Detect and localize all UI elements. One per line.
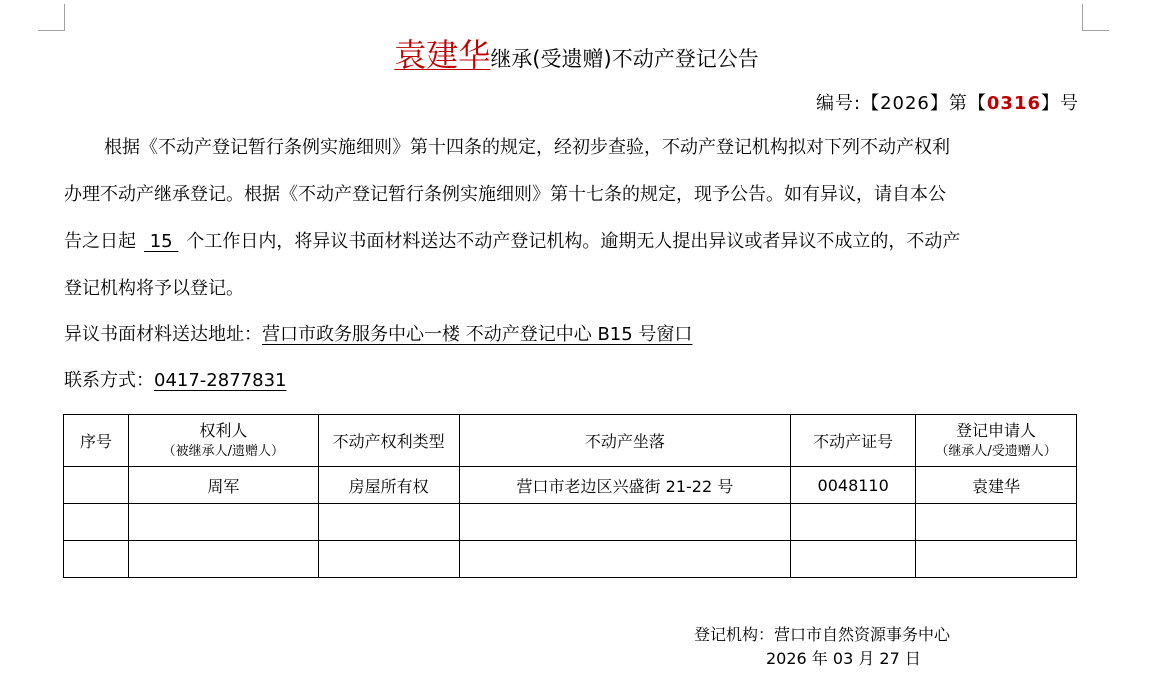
cell-location: [459, 504, 791, 541]
objection-days: [136, 231, 186, 252]
page-corner-mark-left: [38, 4, 65, 31]
header-applicant-label: 登记申请人: [956, 420, 1037, 440]
notice-number: [816, 89, 1079, 115]
contact-value: 0417-2877831: [154, 370, 287, 391]
number-suffix: 】号: [1041, 93, 1079, 114]
header-holder-sub: （被继承人/遗赠人）: [162, 443, 285, 459]
cell-right-type: 房屋所有权: [318, 467, 459, 504]
cell-right-type: [318, 541, 459, 578]
number-code: 0316: [986, 93, 1041, 114]
address-label: 异议书面材料送达地址：: [64, 324, 262, 345]
contact-label: 联系方式：: [64, 370, 154, 391]
footer-agency: 登记机构：营口市自然资源事务中心: [694, 625, 951, 644]
header-applicant: [916, 415, 1077, 467]
contact-line: [64, 366, 1080, 392]
cell-cert-no: [791, 541, 916, 578]
title-applicant-name: 袁建华: [394, 36, 491, 74]
cell-seq: [64, 467, 129, 504]
body-line-3: [64, 227, 1080, 253]
cell-cert-no: 0048110: [791, 467, 916, 504]
body-line-2: 办理不动产继承登记。根据《不动产登记暂行条例实施细则》第十七条的规定，现予公告。如有异议，请自本公: [64, 184, 946, 205]
cell-holder: [128, 541, 318, 578]
objection-days-value: 15: [149, 231, 173, 252]
cell-applicant: [916, 541, 1077, 578]
body-line-1: 根据《不动产登记暂行条例实施细则》第十四条的规定，经初步查验，不动产登记机构拟对下列不动产权利: [104, 137, 950, 158]
title-text: 继承(受遗赠)不动产登记公告: [490, 47, 759, 71]
table-row: [64, 541, 1077, 578]
header-seq: 序号: [64, 415, 129, 467]
body-line-3-after: 个工作日内，将异议书面材料送达不动产登记机构。逾期无人提出异议或者异议不成立的，不动产: [186, 231, 961, 252]
cell-holder: 周军: [128, 467, 318, 504]
body-line-4: 登记机构将予以登记。: [64, 278, 244, 299]
table-header-row: [64, 415, 1077, 467]
header-holder: [128, 415, 318, 467]
header-location: 不动产坐落: [459, 415, 791, 467]
address-line: [64, 320, 1080, 346]
header-holder-label: 权利人: [199, 420, 248, 440]
notice-title: [0, 30, 1153, 76]
cell-holder: [128, 504, 318, 541]
cell-cert-no: [791, 504, 916, 541]
number-prefix: 编号:【2026】第【: [816, 93, 987, 114]
header-cert-no: 不动产证号: [791, 415, 916, 467]
cell-location: 营口市老边区兴盛街 21-22 号: [459, 467, 791, 504]
table-row: [64, 504, 1077, 541]
registration-table: [63, 414, 1077, 578]
footer-date: 2026 年 03 月 27 日: [766, 649, 921, 668]
page-corner-mark-right: [1082, 4, 1109, 31]
cell-location: [459, 541, 791, 578]
header-right-type: 不动产权利类型: [318, 415, 459, 467]
table-row: [64, 467, 1077, 504]
cell-seq: [64, 504, 129, 541]
cell-applicant: [916, 504, 1077, 541]
address-value: 营口市政务服务中心一楼 不动产登记中心 B15 号窗口: [262, 324, 693, 345]
cell-right-type: [318, 504, 459, 541]
header-applicant-sub: （继承人/受遗赠人）: [935, 443, 1057, 459]
body-line-3-before: 告之日起: [64, 231, 136, 252]
cell-seq: [64, 541, 129, 578]
cell-applicant: 袁建华: [916, 467, 1077, 504]
